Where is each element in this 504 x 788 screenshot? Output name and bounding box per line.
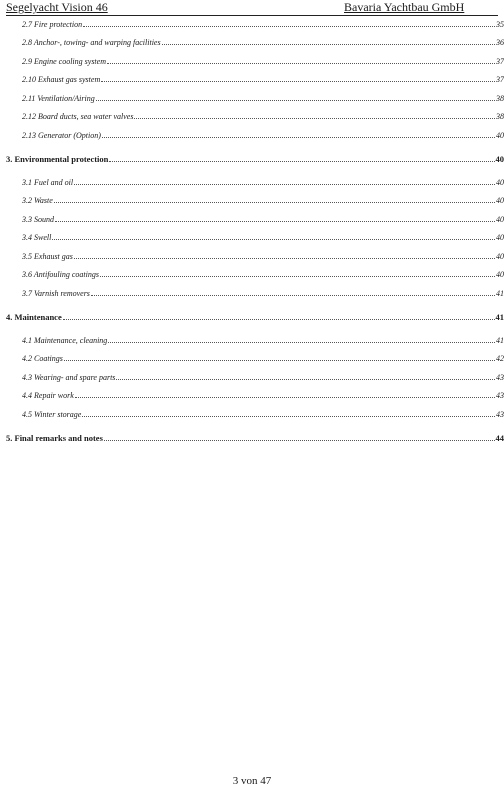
page-header [6,0,498,16]
toc-dot-leader [96,99,495,101]
toc-entry-title: 3.6 Antifouling coatings [22,270,99,279]
toc-entry-title: 2.10 Exhaust gas system [22,75,101,84]
toc-dot-leader [75,396,495,398]
toc-entry-page: 40 [496,270,504,279]
toc-entry[interactable] [0,373,504,385]
toc-entry[interactable] [0,178,504,190]
toc-entry-title: 2.11 Ventilation/Airing [22,94,95,103]
toc-entry[interactable] [0,336,504,348]
toc-dot-leader [134,117,495,119]
toc-entry-title: 3.5 Exhaust gas [22,252,73,261]
toc-dot-leader [63,318,495,320]
toc-entry-title: 4. Maintenance [6,312,62,322]
toc-entry[interactable] [0,410,504,422]
toc-entry[interactable] [0,94,504,106]
toc-dot-leader [91,294,495,296]
toc-entry-title: 4.5 Winter storage [22,410,82,419]
toc-dot-leader [83,25,495,27]
toc-entry-title: 3.4 Swell [22,233,52,242]
toc-entry[interactable] [0,252,504,264]
toc-entry-page: 40 [496,233,504,242]
header-document-title: Segelyacht Vision 46 [6,0,108,14]
toc-dot-leader [101,80,495,82]
toc-entry-page: 43 [496,373,504,382]
toc-entry[interactable] [0,154,504,166]
toc-entry[interactable] [0,131,504,143]
toc-entry-page: 40 [496,178,504,187]
toc-entry[interactable] [0,289,504,301]
toc-entry-page: 37 [496,75,504,84]
toc-entry-page: 37 [496,57,504,66]
toc-entry-page: 40 [496,196,504,205]
toc-entry-page: 43 [496,391,504,400]
header-company-name: Bavaria Yachtbau GmbH [344,0,465,14]
toc-entry-page: 41 [496,289,504,298]
toc-entry-title: 5. Final remarks and notes [6,433,103,443]
toc-entry-title: 2.12 Board ducts, sea water valves [22,112,134,121]
toc-entry-page: 41 [495,312,504,322]
toc-entry-title: 2.9 Engine cooling system [22,57,106,66]
toc-entry-title: 2.13 Generator (Option) [22,131,101,140]
toc-dot-leader [107,62,495,64]
toc-dot-leader [162,43,495,45]
toc-entry-page: 36 [496,38,504,47]
toc-entry-page: 41 [496,336,504,345]
toc-dot-leader [109,160,494,162]
toc-entry-title: 3.2 Waste [22,196,53,205]
toc-entry-page: 38 [496,94,504,103]
toc-dot-leader [82,415,495,417]
toc-entry-page: 42 [496,354,504,363]
toc-entry-title: 3.3 Sound [22,215,54,224]
toc-entry[interactable] [0,391,504,403]
toc-dot-leader [104,439,495,441]
toc-entry[interactable] [0,57,504,69]
toc-entry[interactable] [0,433,504,445]
toc-entry[interactable] [0,75,504,87]
toc-entry-title: 2.8 Anchor-, towing- and warping facilities [22,38,161,47]
toc-dot-leader [52,238,495,240]
toc-dot-leader [108,341,495,343]
toc-entry[interactable] [0,312,504,324]
page-number: 3 von 47 [232,775,272,787]
toc-entry-page: 35 [496,20,504,29]
toc-entry-page: 43 [496,410,504,419]
toc-entry-page: 40 [496,131,504,140]
toc-entry[interactable] [0,215,504,227]
toc-entry-page: 40 [496,252,504,261]
toc-dot-leader [64,359,495,361]
toc-entry[interactable] [0,38,504,50]
toc-dot-leader [102,136,495,138]
toc-entry-title: 4.1 Maintenance, cleaning [22,336,108,345]
toc-entry[interactable] [0,354,504,366]
toc-dot-leader [55,220,495,222]
toc-entry-title: 4.4 Repair work [22,391,74,400]
toc-entry-title: 2.7 Fire protection [22,20,83,29]
toc-dot-leader [74,183,495,185]
toc-dot-leader [100,275,495,277]
toc-dot-leader [116,378,495,380]
toc-entry[interactable] [0,20,504,32]
toc-entry-page: 38 [496,112,504,121]
toc-entry-page: 40 [495,154,504,164]
toc-entry-title: 4.2 Coatings [22,354,63,363]
toc-dot-leader [74,257,495,259]
toc-entry-title: 4.3 Wearing- and spare parts [22,373,116,382]
toc-entry[interactable] [0,112,504,124]
toc-entry-title: 3.1 Fuel and oil [22,178,74,187]
toc-entry[interactable] [0,270,504,282]
toc-entry[interactable] [0,196,504,208]
toc-entry-page: 44 [495,433,504,443]
toc-entry-title: 3.7 Varnish removers [22,289,90,298]
toc-dot-leader [54,201,495,203]
toc-entry-title: 3. Environmental protection [6,154,109,164]
toc-entry-page: 40 [496,215,504,224]
toc-entry[interactable] [0,233,504,245]
